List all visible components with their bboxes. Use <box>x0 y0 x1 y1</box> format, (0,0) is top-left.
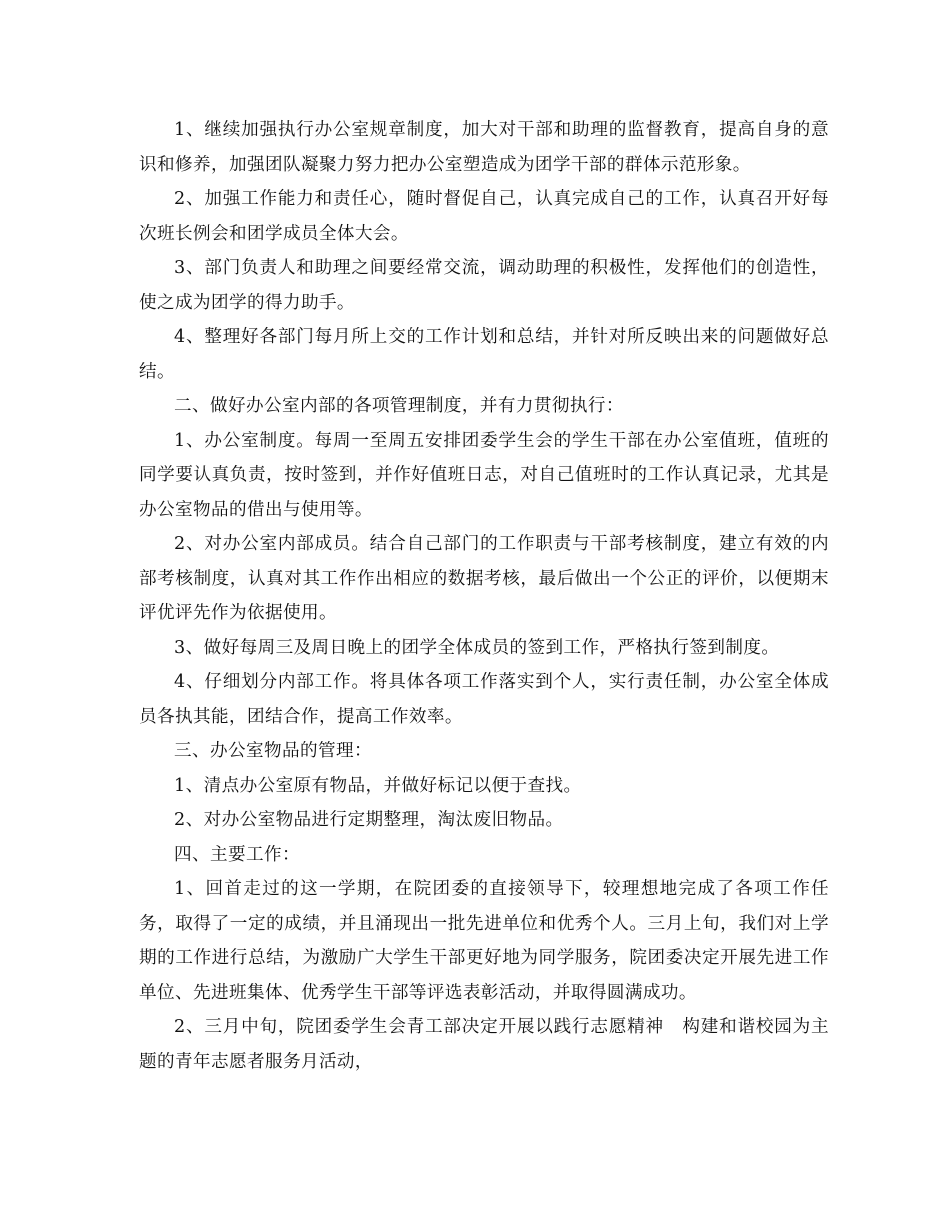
section-heading-3: 三、办公室物品的管理： <box>174 741 372 761</box>
section-heading-4: 四、主要工作： <box>174 844 300 865</box>
paragraph-7: 3、做好每周三及周日晚上的团学全体成员的签到工作，严格执行签到制度。 <box>174 637 780 658</box>
paragraph-3: 3、部门负责人和助理之间要经常交流，调动助理的积极性，发挥他们的创造性，使之成为团学的得力助手。 <box>139 258 829 313</box>
paragraph-6: 2、对办公室内部成员。结合自己部门的工作职责与干部考核制度，建立有效的内部考核制度，认真对其工作作出相应的数据考核，最后做出一个公正的评价，以便期末评优评先作为依据使用。 <box>139 534 829 623</box>
document-body <box>139 113 829 1079</box>
paragraph-8: 4、仔细划分内部工作。将具体各项工作落实到个人，实行责任制，办公室全体成员各执其能，团结合作，提高工作效率。 <box>139 672 829 727</box>
paragraph-10: 2、对办公室物品进行定期整理，淘汰废旧物品。 <box>174 810 564 830</box>
paragraph-12: 2、三月中旬，院团委学生会青工部决定开展以践行志愿精神 构建和谐校园为主题的青年志愿者服务月活动， <box>139 1017 829 1072</box>
paragraph-11: 1、回首走过的这一学期，在院团委的直接领导下，较理想地完成了各项工作任务，取得了一定的成绩，并且涌现出一批先进单位和优秀个人。三月上旬，我们对上学期的工作进行总结，为激励广大学生干部更好地为同学服务，院团委决定开展先进工作单位、先进班集体、优秀学生干部等评选表彰活动，并取得圆满成功。 <box>139 879 829 1003</box>
paragraph-9: 1、清点办公室原有物品，并做好标记以便于查找。 <box>174 775 582 796</box>
paragraph-1: 1、继续加强执行办公室规章制度，加大对干部和助理的监督教育，提高自身的意识和修养，加强团队凝聚力努力把办公室塑造成为团学干部的群体示范形象。 <box>139 120 829 175</box>
paragraph-4: 4、整理好各部门每月所上交的工作计划和总结，并针对所反映出来的问题做好总结。 <box>139 327 829 382</box>
section-heading-2: 二、做好办公室内部的各项管理制度，并有力贯彻执行： <box>174 396 624 416</box>
paragraph-5: 1、办公室制度。每周一至周五安排团委学生会的学生干部在办公室值班，值班的同学要认真负责，按时签到，并作好值班日志，对自己值班时的工作认真记录，尤其是办公室物品的借出与使用等。 <box>139 430 829 520</box>
paragraph-2: 2、加强工作能力和责任心，随时督促自己，认真完成自己的工作，认真召开好每次班长例会和团学成员全体大会。 <box>139 189 829 244</box>
